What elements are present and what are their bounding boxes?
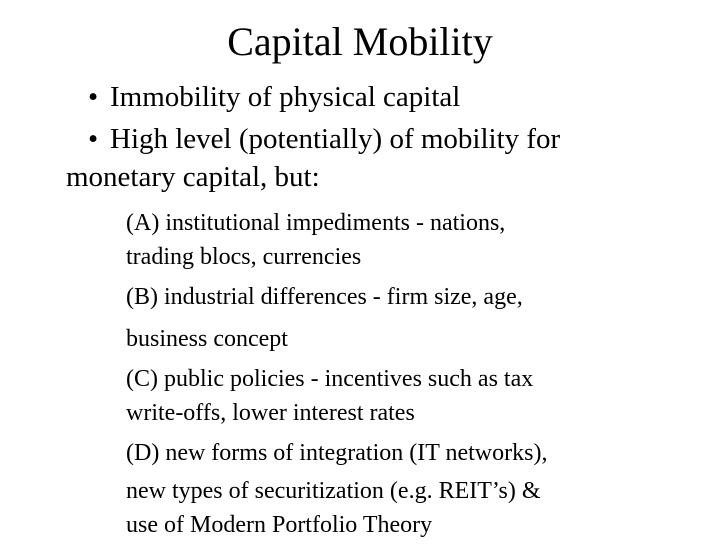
sub-item-line: business concept <box>126 326 288 352</box>
sub-item-c <box>126 362 686 430</box>
sub-item-list <box>126 206 686 548</box>
sub-item-line: (C) public policies - incentives such as tax <box>126 366 534 392</box>
bullet-text: Immobility of physical capital <box>110 81 461 113</box>
bullet-marker: • <box>88 81 99 113</box>
bullet-item <box>88 78 688 116</box>
bullet-marker: • <box>88 123 99 155</box>
bullet-line <box>88 78 688 116</box>
bullet-text: High level (potentially) of mobility for <box>110 123 561 155</box>
bullet-line <box>88 120 688 158</box>
bullet-text-continuation: monetary capital, but: <box>66 161 320 193</box>
sub-item-d <box>126 436 686 542</box>
sub-item-line: trading blocs, currencies <box>126 244 362 270</box>
slide-title: Capital Mobility <box>227 19 493 64</box>
sub-item-line: new types of securitization (e.g. REIT’s) & <box>126 478 541 504</box>
sub-item-b <box>126 280 686 356</box>
bullet-list <box>66 78 688 200</box>
bullet-item <box>66 120 688 196</box>
sub-item-line: use of Modern Portfolio Theory <box>126 512 433 538</box>
sub-item-line: (D) new forms of integration (IT networks), <box>126 440 548 466</box>
sub-item-line: (A) institutional impediments - nations, <box>126 210 506 236</box>
sub-item-line: (B) industrial differences - firm size, age, <box>126 284 523 310</box>
sub-item-line: write-offs, lower interest rates <box>126 400 415 426</box>
sub-item-a <box>126 206 686 274</box>
